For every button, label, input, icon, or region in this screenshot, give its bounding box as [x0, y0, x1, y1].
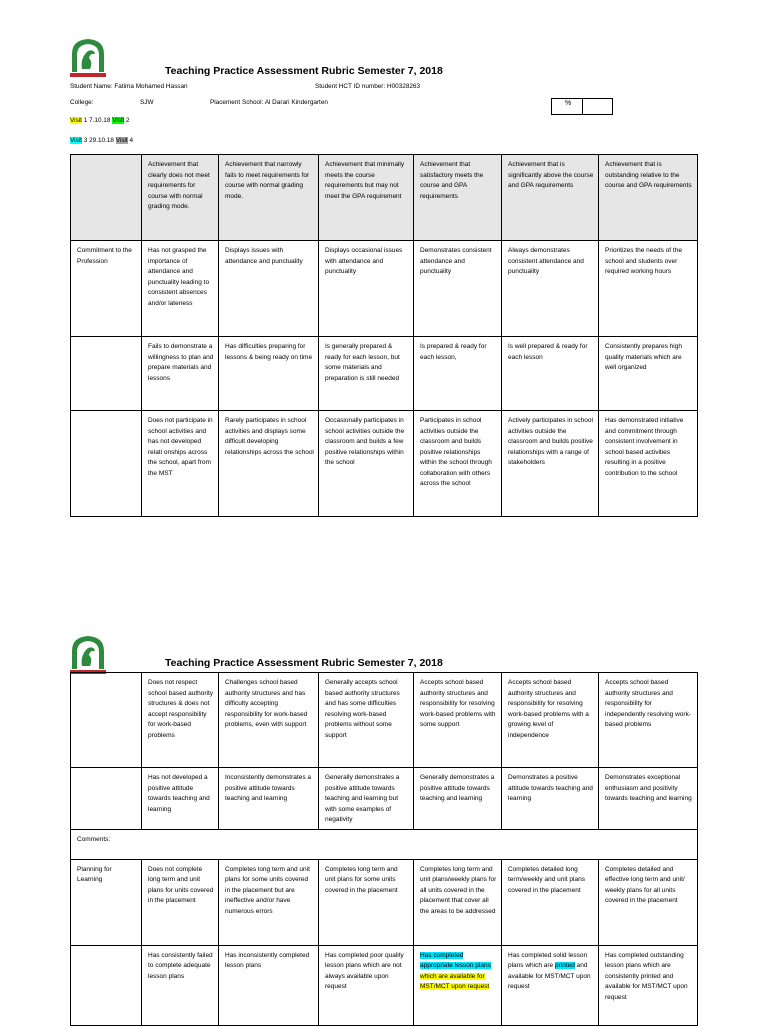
comments-row	[71, 829, 698, 859]
table-cell: Generally demonstrates a positive attitude towards teaching and learning but with some examples of negativity	[319, 768, 414, 830]
table-cell: Displays occasional issues with attendance and punctuality	[319, 241, 414, 337]
table-cell: Has not developed a positive attitude towards teaching and learning	[142, 768, 219, 830]
header-cell: Achievement that minimally meets the course requirements but may not meet the GPA requirement	[319, 155, 414, 241]
table-row	[71, 945, 698, 1025]
placement-school: Placement School: Al Darari Kindergarten	[210, 99, 328, 106]
page-title: Teaching Practice Assessment Rubric Semester 7, 2018	[165, 657, 443, 669]
table-cell: Accepts school based authority structures and responsibility for resolving work-based problems with a growing level of independence	[502, 673, 599, 768]
table-cell: Challenges school based authority structures and has difficulty accepting responsibility for work-based problems, even with support	[219, 673, 319, 768]
table-cell: Accepts school based authority structures and responsibility for independently resolving work-based problems	[599, 673, 698, 768]
student-id: Student HCT ID number: H00328263	[315, 83, 421, 90]
criterion-label	[71, 945, 142, 1025]
criterion-label	[71, 411, 142, 517]
table-cell: Inconsistently demonstrates a positive attitude towards teaching and learning	[219, 768, 319, 830]
visit-2-date: 2	[125, 117, 130, 124]
visits-line-2	[70, 137, 133, 144]
visit-2-word: Visit	[112, 117, 125, 124]
table-cell: Demonstrates consistent attendance and punctuality	[414, 241, 502, 337]
criterion-label	[71, 337, 142, 411]
table-cell: Fails to demonstrate a willingness to plan and prepare materials and lessons	[142, 337, 219, 411]
highlighted-text: which are available for MST/MCT upon request	[420, 972, 490, 990]
criterion-label	[71, 673, 142, 768]
table-cell: Has inconsistently completed lesson plans	[219, 945, 319, 1025]
header-cell: Achievement that is significantly above the course and GPA requirements	[502, 155, 599, 241]
table-cell	[502, 945, 599, 1025]
table-cell: Completes long term and unit plans for some units covered in the placement but are ineffective and/or have numerous errors	[219, 859, 319, 945]
table-cell: Accepts school based authority structures and responsibility for resolving work-based problems with some support	[414, 673, 502, 768]
college-logo-icon	[68, 36, 108, 80]
table-cell: Consistently prepares high quality materials which are well organized	[599, 337, 698, 411]
visit-3-date: 3 29.10.18	[83, 137, 114, 144]
table-row	[71, 673, 698, 768]
college-label: College:	[70, 99, 94, 106]
visit-4-word: Visit	[115, 137, 128, 144]
table-cell: Actively participates in school activities outside the classroom and builds positive relationships with a range of stakeholders	[502, 411, 599, 517]
table-cell: Does not participate in school activities and has not developed relati onships across the school, apart from the MST	[142, 411, 219, 517]
table-cell: Has not grasped the importance of attendance and punctuality leading to consistent absences and/or lateness	[142, 241, 219, 337]
table-cell: Always demonstrates consistent attendance and punctuality	[502, 241, 599, 337]
table-cell: Completes long term and unit plans/weekly plans for all units covered in the placement that cover all the areas to be addressed	[414, 859, 502, 945]
header-row	[71, 155, 698, 241]
table-cell: Completes long term and unit plans for some units covered in the placement	[319, 859, 414, 945]
grade-box	[551, 98, 613, 115]
header-cell	[71, 155, 142, 241]
student-name: Student Name: Fatima Mohamed Hassan	[70, 83, 188, 90]
page-title: Teaching Practice Assessment Rubric Semester 7, 2018	[165, 65, 443, 77]
criterion-label	[71, 768, 142, 830]
header-cell: Achievement that is outstanding relative to the course and GPA requirements	[599, 155, 698, 241]
table-cell: Has consistently failed to complete adequate lesson plans	[142, 945, 219, 1025]
cell-text: Has completed solid lesson plans which are	[508, 951, 588, 969]
table-cell: Rarely participates in school activities and displays some difficult developing relationships across the school	[219, 411, 319, 517]
college-value: SJW	[140, 99, 154, 106]
table-cell: Is generally prepared & ready for each lesson, but some materials and preparation is still needed	[319, 337, 414, 411]
header-cell: Achievement that narrowly fails to meet requirements for course with normal grading mode.	[219, 155, 319, 241]
highlighted-text: Has completed appropriate lesson plans	[420, 951, 491, 969]
table-cell: Participates in school activities outside the classroom and builds positive relationships within the school through collaboration with others across the school	[414, 411, 502, 517]
table-cell: Generally accepts school based authority structures and has some difficulties resolving work-based problems without some support	[319, 673, 414, 768]
table-cell: Does not respect school based authority structures & does not accept responsibility for work-based problems	[142, 673, 219, 768]
table-cell: Generally demonstrates a positive attitude towards teaching and learning	[414, 768, 502, 830]
table-cell: Is well prepared & ready for each lesson	[502, 337, 599, 411]
table-cell: Completes detailed and effective long term and unit/ weekly plans for all units covered in the placement	[599, 859, 698, 945]
table-cell: Completes detailed long term/weekly and unit plans covered in the placement	[502, 859, 599, 945]
header-cell: Achievement that satisfactory meets the course and GPA requirements	[414, 155, 502, 241]
table-row	[71, 241, 698, 337]
table-cell: Has completed outstanding lesson plans which are consistently printed and available for MST/MCT upon request	[599, 945, 698, 1025]
visit-1-word: Visit	[70, 117, 82, 124]
table-cell: Has difficulties preparing for lessons & being ready on time	[219, 337, 319, 411]
table-cell: Occasionally participates in school activities outside the classroom and builds a few positive relationships within the school	[319, 411, 414, 517]
visit-4-date: 4	[129, 137, 134, 144]
table-cell: Is prepared & ready for each lesson,	[414, 337, 502, 411]
visit-3-word: Visit	[70, 137, 82, 144]
rubric-table-page2	[70, 672, 698, 1026]
comments-label: Comments:	[71, 829, 698, 859]
table-cell: Has completed poor quality lesson plans which are not always available upon request	[319, 945, 414, 1025]
college-logo-icon	[68, 633, 108, 677]
table-cell	[414, 945, 502, 1025]
grade-mark: %	[565, 100, 572, 107]
criterion-label: Commitment to the Profession	[71, 241, 142, 337]
table-cell: Has demonstrated initiative and commitment through consistent involvement in school based activities resulting in a positive contribution to the school	[599, 411, 698, 517]
header-cell: Achievement that clearly does not meet requirements for course with normal grading mode.	[142, 155, 219, 241]
visit-1-date: 1 7.10.18	[83, 117, 111, 124]
cell-text: and available for MST/MCT upon request	[508, 962, 591, 990]
table-cell: Demonstrates a positive attitude towards teaching and learning	[502, 768, 599, 830]
table-cell: Demonstrates exceptional enthusiasm and positivity towards teaching and learning	[599, 768, 698, 830]
highlighted-text: printed	[554, 962, 575, 969]
table-cell: Prioritizes the needs of the school and students over required working hours	[599, 241, 698, 337]
table-row	[71, 337, 698, 411]
table-row	[71, 768, 698, 830]
visits-line-1	[70, 117, 130, 124]
criterion-label: Planning for Learning	[71, 859, 142, 945]
table-row	[71, 411, 698, 517]
table-row	[71, 859, 698, 945]
table-cell: Displays issues with attendance and punctuality	[219, 241, 319, 337]
table-cell: Does not complete long term and unit plans for units covered in the placement	[142, 859, 219, 945]
rubric-table-page1	[70, 154, 698, 517]
